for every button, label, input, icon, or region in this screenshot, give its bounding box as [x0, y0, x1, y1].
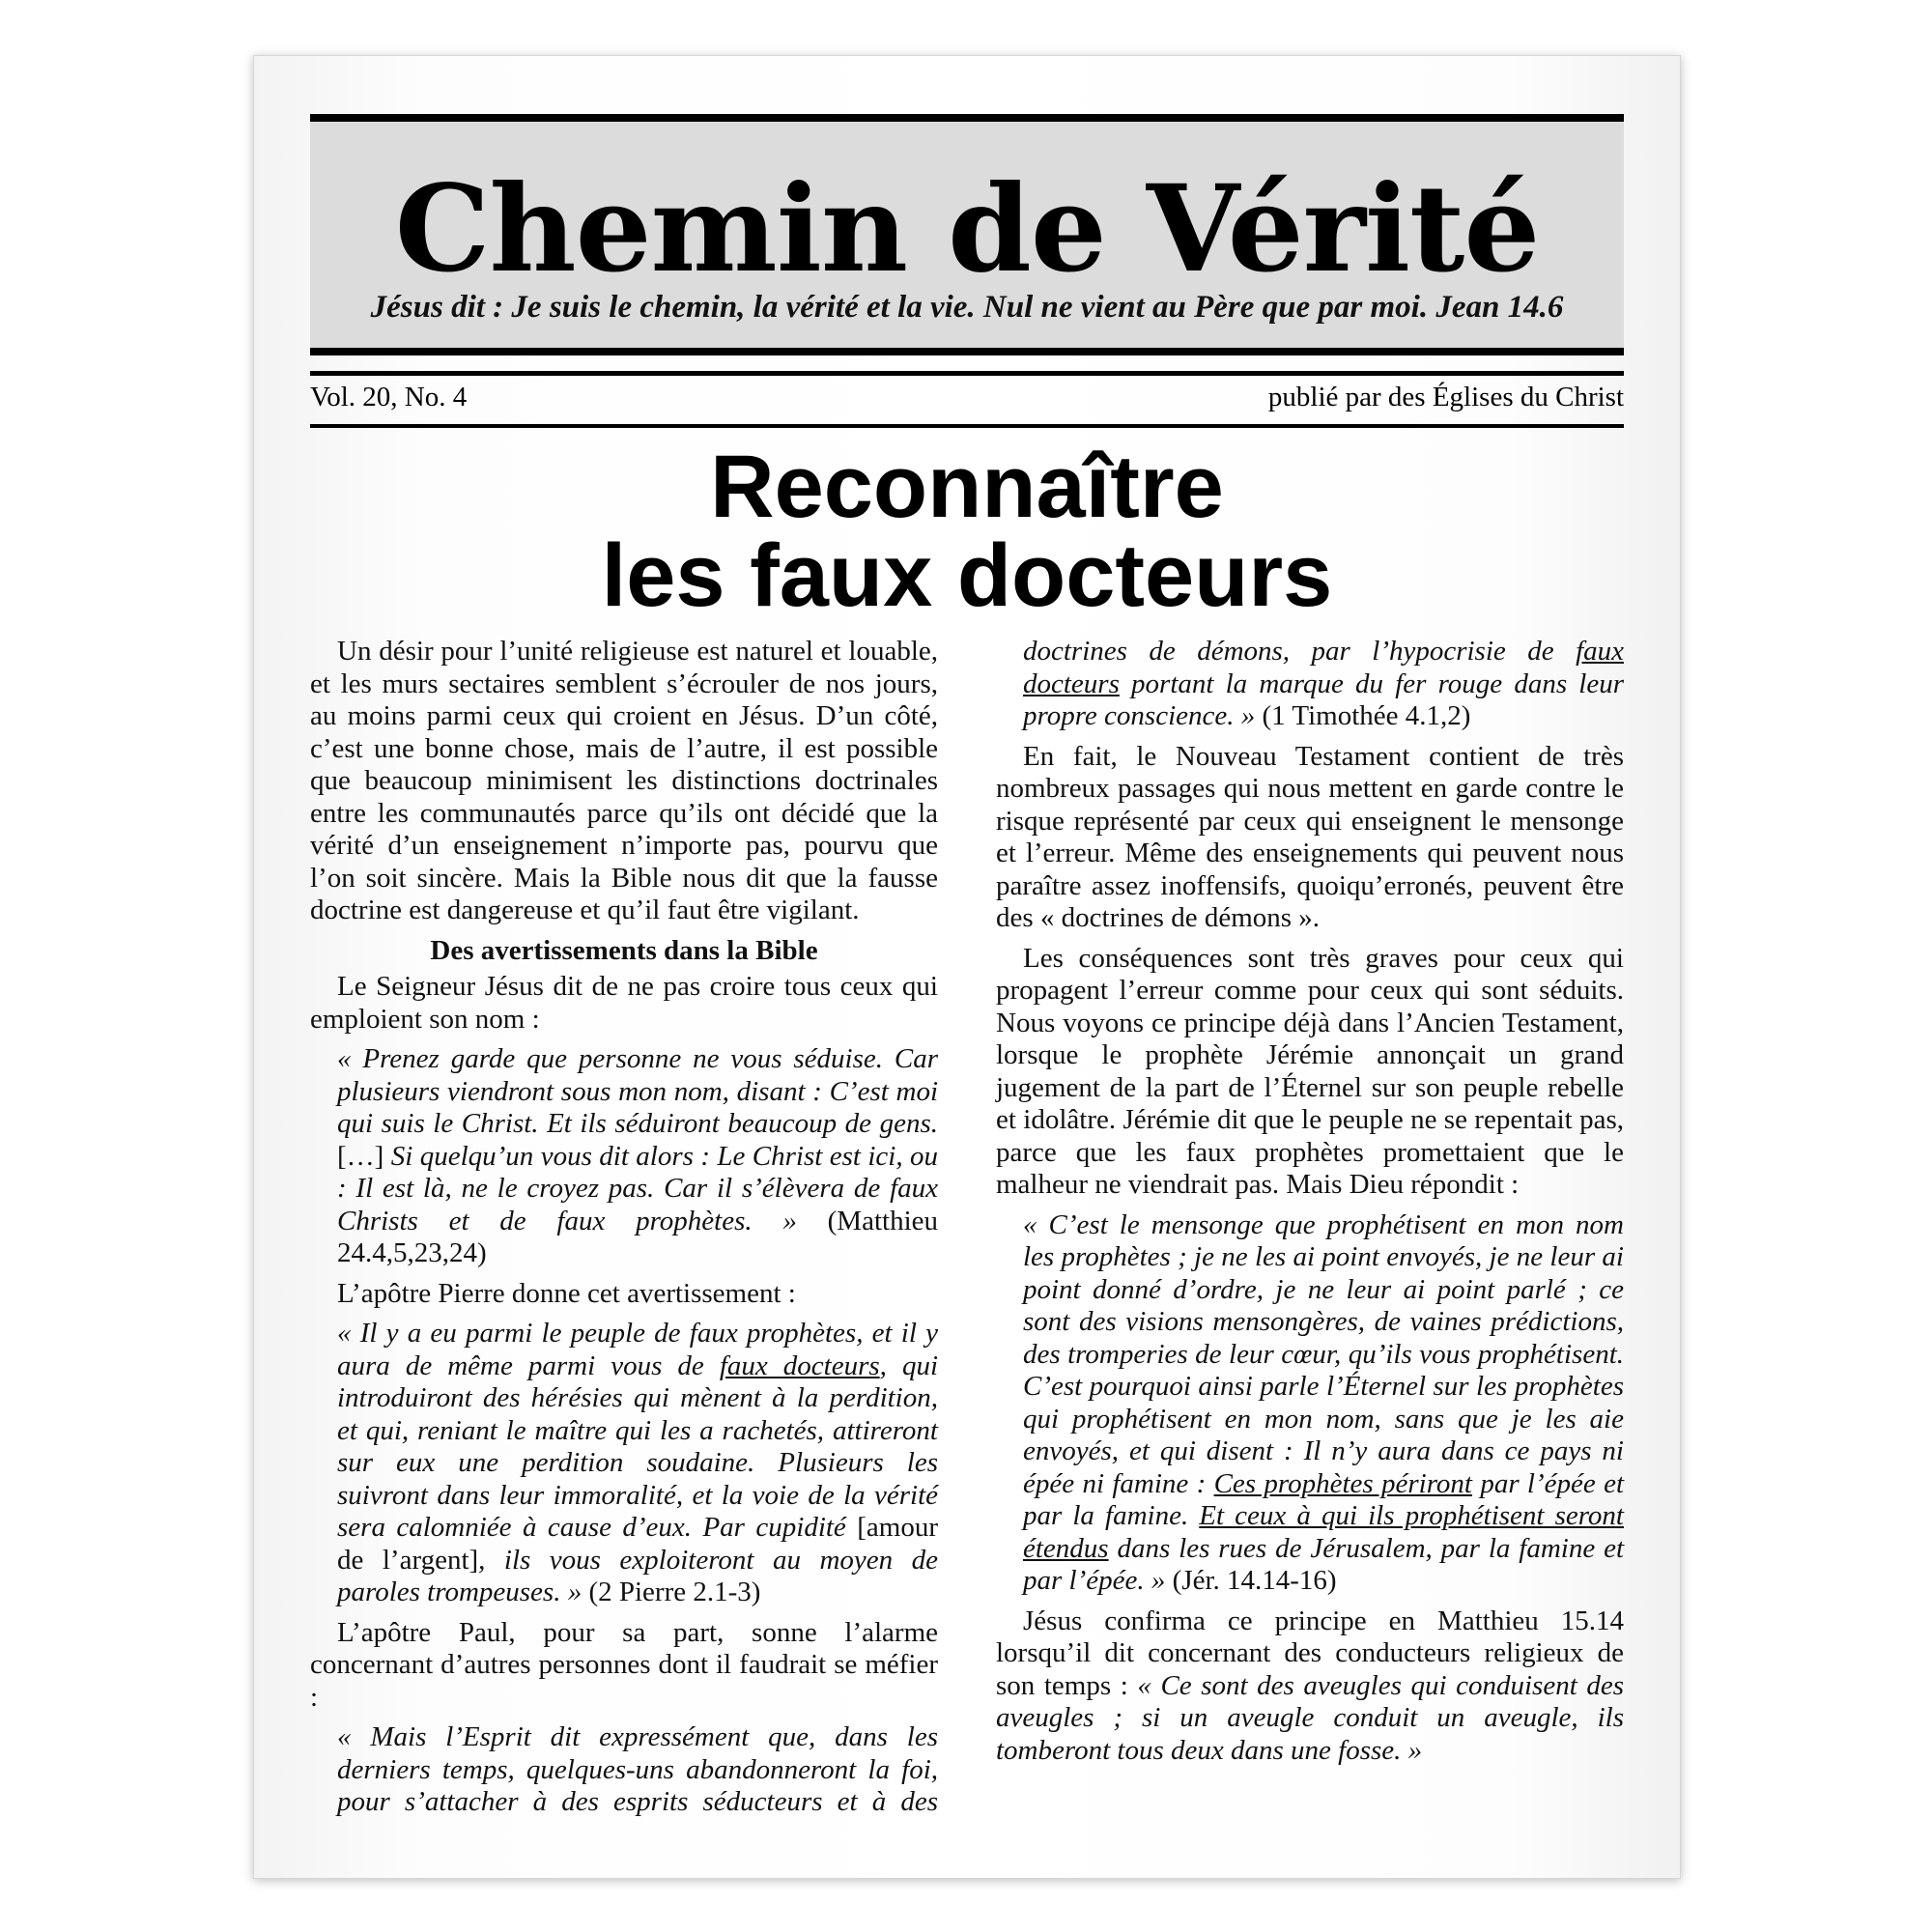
text-run: Le Seigneur Jésus dit de ne pas croire tous ceux qui emploient son nom :: [310, 971, 938, 1035]
headline-line-1: Reconnaître: [710, 438, 1224, 536]
text-run: En fait, le Nouveau Testament contient de très nombreux passages qui nous mettent en garde contre le risque représenté par ceux qui enseignent le mensonge et l’erreur. Même des enseignements qui peuvent nous paraître assez inoffensifs, quoiqu’erronés, peuvent être des « doctrines de démons ».: [996, 740, 1624, 933]
paragraph: [310, 1278, 938, 1311]
text-run: (2 Pierre 2.1-3): [582, 1577, 761, 1607]
article-body: [310, 636, 1624, 1843]
text-run: Jésus confirma ce principe en Matthieu 15.14 lorsqu’il dit concernant des conducteurs religieux de son temps :: [996, 1605, 1624, 1701]
text-run: (1 Timothée 4.1,2): [1255, 700, 1471, 731]
paragraph: [310, 636, 938, 927]
italic-text: « Prenez garde que personne ne vous séduise. Car plusieurs viendront sous mon nom, disant : C’est moi qui suis le Christ. Et ils séduiront beaucoup de gens.: [337, 1043, 938, 1139]
underlined-text: Et ceux à qui ils prophétisent seront étendus: [1023, 1500, 1624, 1564]
headline-line-2: les faux docteurs: [601, 526, 1333, 625]
volume-bottom-rule: [310, 424, 1624, 428]
paragraph: [996, 1605, 1624, 1768]
scripture-quote: [1023, 1209, 1624, 1598]
volume-top-rule: [310, 371, 1624, 376]
italic-text: , qui introduiront des hérésies qui mènent à la perdition, et qui, reniant le maître qui les a rachetés, attireront sur eux une perdition soudaine. Plusieurs les suivront dans leur immoralité, et la voie de la vérité sera calomniée à cause d’eux. Par cupidité: [337, 1350, 938, 1543]
text-run: L’apôtre Pierre donne cet avertissement :: [337, 1277, 796, 1309]
issue-line: [310, 382, 1624, 420]
italic-text: « Il y a eu parmi le peuple de faux prophètes, et il y aura de même parmi vous de: [337, 1318, 938, 1381]
italic-text: Si quelqu’un vous dit alors : Le Christ est ici, ou : Il est là, ne le croyez pas. Car il s’élèvera de faux Christs et de faux prophètes. »: [337, 1140, 938, 1236]
text-run: […]: [337, 1140, 391, 1172]
text-run: [amour de l’argent]: [337, 1512, 938, 1576]
text-run: Des avertissements dans la Bible: [430, 934, 818, 966]
paragraph: [996, 943, 1624, 1202]
text-run: L’apôtre Paul, pour sa part, sonne l’alarme concernant d’autres personnes dont il faudrait se méfier :: [310, 1616, 938, 1713]
underlined-text: faux docteurs: [719, 1350, 880, 1381]
underlined-text: Ces prophètes périront: [1213, 1467, 1472, 1499]
paragraph: [310, 1617, 938, 1715]
scripture-quote: [337, 1318, 938, 1609]
italic-text: « Mais l’Esprit dit expressément que, dans les derniers temps, quelques-uns abandonneront la foi, pour s’attacher à des esprits séducteurs et à des doctrines de démons, par l’hypocrisie de: [337, 636, 1577, 1817]
scripture-quote: [337, 1043, 938, 1270]
newsletter-page: [253, 55, 1681, 1879]
italic-text: « C’est le mensonge que prophétisent en mon nom les prophètes ; je ne les ai point envoyés, je ne leur ai point donné d’ordre, je ne leur ai point parlé ; ce sont des visions mensongères, de vaines prédictions, des tromperies de leur cœur, qu’ils vous prophétisent. C’est pourquoi ainsi parle l’Éternel sur les prophètes qui prophétisent en mon nom, sans que je les aie envoyés, et qui disent : Il n’y aura dans ce pays ni épée ni famine :: [1023, 1208, 1624, 1499]
masthead-top-rule: [310, 114, 1624, 122]
italic-text: portant la marque du fer rouge dans leur propre conscience. »: [1023, 668, 1624, 731]
italic-text: par l’épée et par la famine.: [1023, 1467, 1625, 1531]
text-run: Un désir pour l’unité religieuse est naturel et louable, et les murs sectaires semblent s’écrouler de nos jours, au moins parmi ceux qui croient en Jésus. D’un côté, c’est une bonne chose, mais de l’autre, il est possible que beaucoup minimisent les distinctions doctrinales entre les communautés parce qu’ils ont décidé que la vérité d’un enseignement n’importe pas, pourvu que l’on soit sincère. Mais la Bible nous dit que la fausse doctrine est dangereuse et qu’il faut être vigilant.: [310, 636, 938, 925]
text-run: (Jér. 14.14-16): [1165, 1565, 1337, 1596]
masthead-motto: Jésus dit : Je suis le chemin, la vérité et la vie. Nul ne vient au Père que par moi. Jean 14.6: [370, 290, 1564, 325]
section-heading: [310, 935, 938, 968]
article-headline: [310, 438, 1624, 625]
italic-text: dans les rues de Jérusalem, par la famine et par l’épée. »: [1023, 1532, 1624, 1596]
text-run: Les conséquences sont très graves pour ceux qui propagent l’erreur comme pour ceux qui sont séduits. Nous voyons ce principe déjà dans l’Ancien Testament, lorsque le prophète Jérémie annonçait un grand jugement de la part de l’Éternel sur son peuple rebelle et idolâtre. Jérémie dit que le peuple ne se repentait pas, parce que les faux prophètes promettaient que le malheur ne viendrait pas. Mais Dieu répondit :: [996, 942, 1624, 1200]
masthead-bottom-rule: [310, 348, 1624, 355]
text-run: (Matthieu 24.4,5,23,24): [337, 1205, 939, 1268]
italic-text: , ils vous exploiteront au moyen de paroles trompeuses. »: [337, 1544, 938, 1607]
paragraph: [310, 971, 938, 1036]
newsletter-title: Chemin de Vérité: [394, 159, 1540, 299]
underlined-text: faux docteurs: [1023, 636, 1624, 699]
paragraph: [996, 741, 1624, 935]
italic-text: « Ce sont des aveugles qui conduisent des aveugles ; si un aveugle conduit un aveugle, ils tomberont tous deux dans une fosse. »: [996, 1669, 1624, 1766]
publisher: publié par des Églises du Christ: [1267, 382, 1624, 412]
masthead: [310, 122, 1624, 348]
volume-number: Vol. 20, No. 4: [310, 382, 468, 412]
